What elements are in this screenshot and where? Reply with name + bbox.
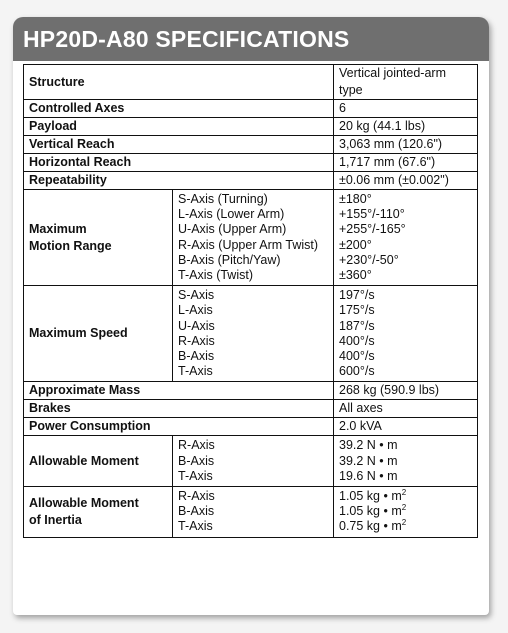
row-value: 268 kg (590.9 lbs) bbox=[334, 382, 478, 400]
axis-value-text: 0.75 kg • m bbox=[339, 519, 402, 534]
table-row-mass bbox=[24, 382, 478, 400]
spec-title: HP20D-A80 SPECIFICATIONS bbox=[13, 17, 489, 61]
axis-name: T-Axis (Twist) bbox=[178, 268, 253, 283]
axis-value: ±200° bbox=[339, 237, 372, 252]
axis-name: B-Axis bbox=[178, 349, 215, 364]
axis-list bbox=[173, 190, 334, 286]
axis-value: +155°/-110° bbox=[339, 207, 405, 222]
axis-name: T-Axis bbox=[178, 468, 213, 483]
row-label-line: Maximum bbox=[29, 221, 87, 236]
spec-table bbox=[23, 64, 478, 538]
axis-name: B-Axis (Pitch/Yaw) bbox=[178, 252, 281, 267]
axis-value: 187°/s bbox=[339, 318, 375, 333]
axis-value: +255°/-165° bbox=[339, 222, 406, 237]
superscript: 2 bbox=[401, 487, 407, 497]
row-label: Approximate Mass bbox=[24, 382, 334, 400]
axis-value: 175°/s bbox=[339, 303, 375, 318]
axis-values bbox=[334, 286, 478, 382]
axis-name: B-Axis bbox=[178, 504, 215, 519]
row-label-line: of Inertia bbox=[29, 512, 82, 527]
axis-value: 600°/s bbox=[339, 364, 375, 379]
row-label bbox=[24, 190, 173, 286]
axis-value-text: 1.05 kg • m bbox=[339, 504, 402, 519]
table-row-horizontal-reach bbox=[24, 154, 478, 172]
spec-card bbox=[13, 17, 489, 615]
row-label-line: Motion Range bbox=[29, 238, 112, 253]
row-value: 1,717 mm (67.6") bbox=[334, 154, 478, 172]
row-label: Controlled Axes bbox=[24, 100, 334, 118]
axis-name: R-Axis bbox=[178, 333, 215, 348]
axis-value: 19.6 N • m bbox=[339, 468, 398, 483]
axis-value: 39.2 N • m bbox=[339, 438, 398, 453]
row-value: 20 kg (44.1 lbs) bbox=[334, 118, 478, 136]
superscript: 2 bbox=[401, 503, 407, 513]
axis-name: L-Axis (Lower Arm) bbox=[178, 207, 285, 222]
table-row-vertical-reach bbox=[24, 136, 478, 154]
axis-value: 400°/s bbox=[339, 333, 375, 348]
axis-value bbox=[339, 489, 472, 504]
row-label-line: Allowable Moment bbox=[29, 495, 139, 510]
axis-values bbox=[334, 436, 478, 487]
table-row-brakes bbox=[24, 400, 478, 418]
axis-name: T-Axis bbox=[178, 519, 213, 534]
table-row-structure bbox=[24, 65, 478, 100]
table-row-power bbox=[24, 418, 478, 436]
axis-name: B-Axis bbox=[178, 453, 215, 468]
row-label: Horizontal Reach bbox=[24, 154, 334, 172]
axis-name: U-Axis (Upper Arm) bbox=[178, 222, 287, 237]
table-row-repeatability bbox=[24, 172, 478, 190]
row-label: Repeatability bbox=[24, 172, 334, 190]
row-label: Vertical Reach bbox=[24, 136, 334, 154]
row-value: 2.0 kVA bbox=[334, 418, 478, 436]
row-label bbox=[24, 487, 173, 538]
axis-name: R-Axis bbox=[178, 489, 215, 504]
row-value: Vertical jointed-arm type bbox=[334, 65, 478, 100]
row-label: Maximum Speed bbox=[24, 286, 173, 382]
axis-name: U-Axis bbox=[178, 318, 215, 333]
row-label: Payload bbox=[24, 118, 334, 136]
row-value: ±0.06 mm (±0.002") bbox=[334, 172, 478, 190]
axis-list bbox=[173, 286, 334, 382]
table-row-moment-inertia bbox=[24, 487, 478, 538]
axis-name: S-Axis bbox=[178, 288, 215, 303]
axis-list bbox=[173, 436, 334, 487]
axis-name: R-Axis (Upper Arm Twist) bbox=[178, 237, 319, 252]
axis-value bbox=[339, 504, 472, 519]
axis-value: +230°/-50° bbox=[339, 252, 399, 267]
row-value: 3,063 mm (120.6") bbox=[334, 136, 478, 154]
axis-name: R-Axis bbox=[178, 438, 215, 453]
axis-name: S-Axis (Turning) bbox=[178, 192, 268, 206]
axis-name: L-Axis bbox=[178, 303, 213, 318]
axis-values bbox=[334, 487, 478, 538]
table-row-payload bbox=[24, 118, 478, 136]
superscript: 2 bbox=[401, 518, 407, 528]
row-label: Power Consumption bbox=[24, 418, 334, 436]
axis-name: T-Axis bbox=[178, 364, 213, 379]
row-label: Structure bbox=[24, 65, 334, 100]
axis-value bbox=[339, 519, 472, 534]
row-value: All axes bbox=[334, 400, 478, 418]
table-row-axes bbox=[24, 100, 478, 118]
axis-value-text: 1.05 kg • m bbox=[339, 489, 402, 504]
axis-list bbox=[173, 487, 334, 538]
axis-values bbox=[334, 190, 478, 286]
axis-value: ±180° bbox=[339, 192, 372, 206]
axis-value: 197°/s bbox=[339, 288, 375, 303]
table-row-max-speed bbox=[24, 286, 478, 382]
axis-value: ±360° bbox=[339, 268, 372, 283]
row-value: 6 bbox=[334, 100, 478, 118]
axis-value: 39.2 N • m bbox=[339, 453, 398, 468]
row-label: Brakes bbox=[24, 400, 334, 418]
table-row-motion-range bbox=[24, 190, 478, 286]
axis-value: 400°/s bbox=[339, 349, 375, 364]
row-label: Allowable Moment bbox=[24, 436, 173, 487]
table-row-allowable-moment bbox=[24, 436, 478, 487]
